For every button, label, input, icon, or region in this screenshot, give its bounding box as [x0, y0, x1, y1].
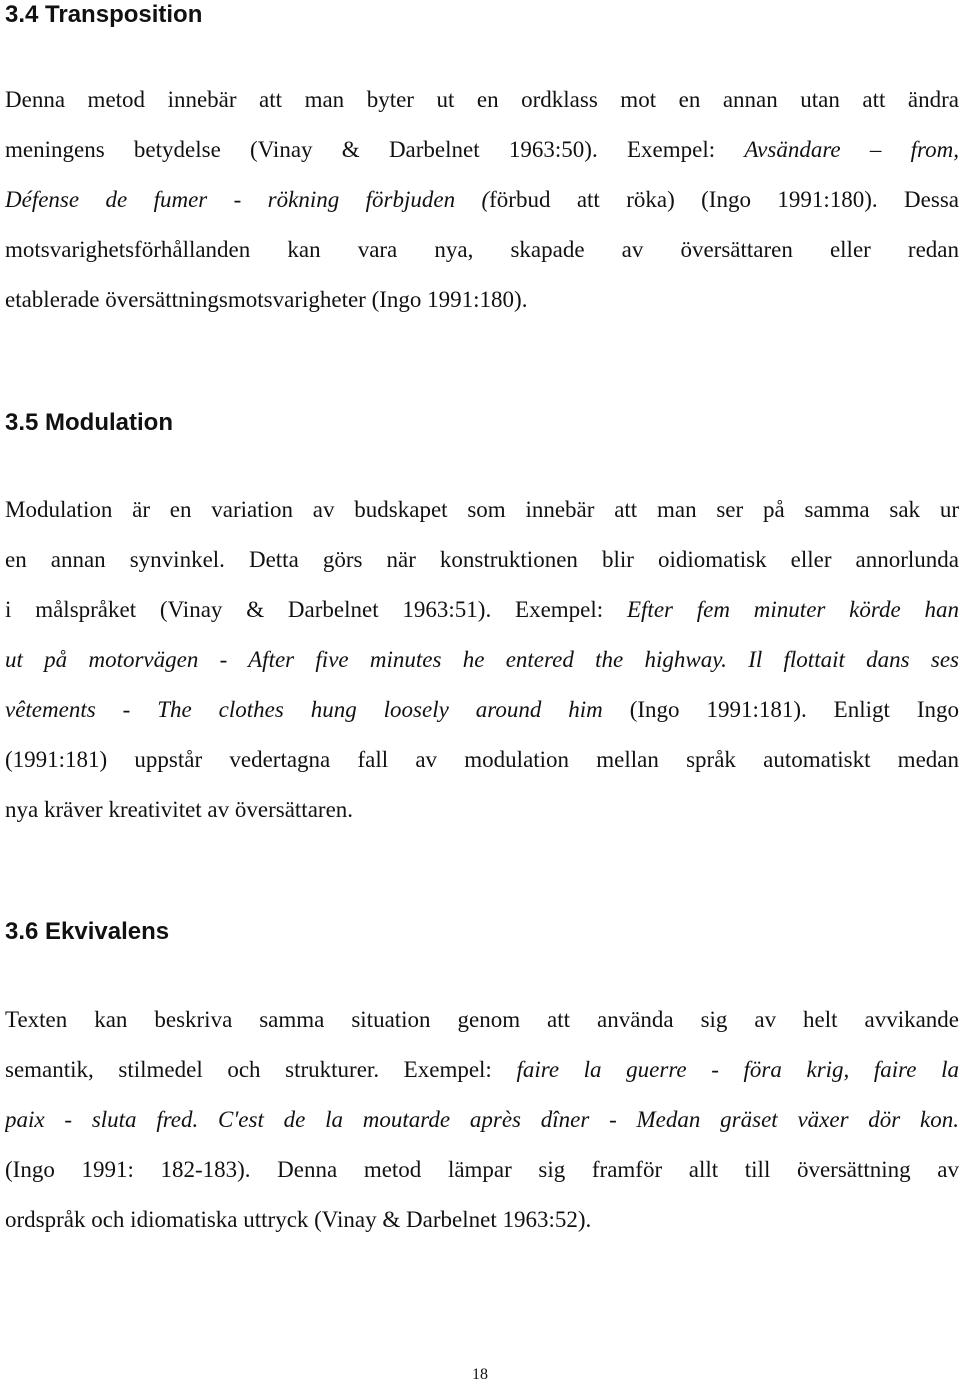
text-line — [5, 175, 959, 225]
body-text: (Ingo 1991:181). Enligt Ingo — [602, 697, 959, 722]
body-text: meningens betydelse (Vinay & Darbelnet 1963:50). Exempel: — [5, 137, 745, 162]
body-text: ordspråk och idiomatiska uttryck (Vinay & Darbelnet 1963:52). — [5, 1207, 592, 1232]
body-text: semantik, stilmedel och strukturer. Exempel: — [5, 1057, 517, 1082]
text-line — [5, 585, 959, 635]
page-number: 18 — [472, 1366, 488, 1383]
body-text: Modulation är en variation av budskapet som innebär att man ser på samma sak ur — [5, 497, 959, 522]
body-text: etablerade översättningsmotsvarigheter (Ingo 1991:180). — [5, 287, 528, 312]
section-heading-ekvivalens: 3.6 Ekvivalens — [5, 918, 170, 945]
body-text: i målspråket (Vinay & Darbelnet 1963:51). Exempel: — [5, 597, 627, 622]
text-line — [5, 1145, 959, 1195]
paragraph-ekvivalens — [5, 995, 959, 1245]
text-line — [5, 635, 959, 685]
text-line — [5, 735, 959, 785]
text-line — [5, 1095, 959, 1145]
text-line — [5, 685, 959, 735]
italic-example-text: vêtements - The clothes hung loosely around him — [5, 697, 603, 722]
text-line — [5, 995, 959, 1045]
text-line — [5, 125, 959, 175]
italic-example-text: Défense de fumer - rökning förbjuden ( — [5, 187, 490, 212]
text-line — [5, 225, 959, 275]
italic-example-text: faire la guerre - föra krig, faire la — [516, 1057, 959, 1082]
italic-example-text: Avsändare – from, — [744, 137, 959, 162]
body-text: nya kräver kreativitet av översättaren. — [5, 797, 354, 822]
body-text: en annan synvinkel. Detta görs när konstruktionen blir oidiomatisk eller annorlunda — [5, 547, 959, 572]
body-text: (Ingo 1991: 182-183). Denna metod lämpar sig framför allt till översättning av — [5, 1157, 959, 1182]
paragraph-transposition — [5, 75, 959, 325]
text-line — [5, 535, 959, 585]
italic-example-text: ut på motorvägen - After five minutes he entered the highway. Il flottait dans ses — [5, 647, 959, 672]
italic-example-text: paix - sluta fred. C'est de la moutarde après dîner - Medan gräset växer dör kon. — [5, 1107, 959, 1132]
text-line — [5, 1195, 959, 1245]
text-line — [5, 1045, 959, 1095]
text-line — [5, 275, 959, 325]
italic-example-text: Efter fem minuter körde han — [626, 597, 959, 622]
body-text: Texten kan beskriva samma situation genom att använda sig av helt avvikande — [5, 1007, 959, 1032]
section-heading-modulation: 3.5 Modulation — [5, 409, 173, 436]
text-line — [5, 75, 959, 125]
body-text: Denna metod innebär att man byter ut en ordklass mot en annan utan att ändra — [5, 87, 959, 112]
text-line — [5, 485, 959, 535]
body-text: motsvarighetsförhållanden kan vara nya, skapade av översättaren eller redan — [5, 237, 959, 262]
text-line — [5, 785, 959, 835]
body-text: förbud att röka) (Ingo 1991:180). Dessa — [489, 187, 959, 212]
section-heading-transposition: 3.4 Transposition — [5, 1, 203, 28]
body-text: (1991:181) uppstår vedertagna fall av modulation mellan språk automatiskt medan — [5, 747, 959, 772]
paragraph-modulation — [5, 485, 959, 835]
